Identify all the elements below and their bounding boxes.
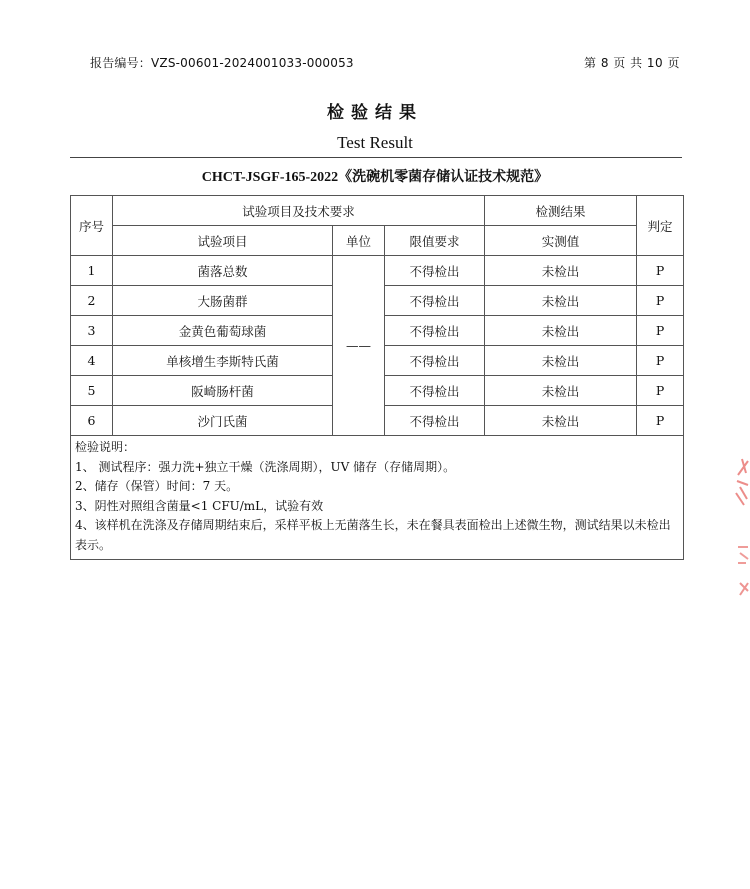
cell-measured: 未检出	[485, 256, 637, 286]
page-title-cn: 检验结果	[327, 103, 423, 123]
cell-seq: 3	[71, 316, 113, 346]
cell-item: 大肠菌群	[113, 286, 333, 316]
cell-item: 单核增生李斯特氏菌	[113, 346, 333, 376]
header-item: 试验项目	[113, 226, 333, 256]
report-number: 报告编号：VZS-00601-2024001033-000053	[90, 56, 354, 70]
cell-measured: 未检出	[485, 286, 637, 316]
cell-seq: 6	[71, 406, 113, 436]
cell-item: 沙门氏菌	[113, 406, 333, 436]
cell-verdict: P	[637, 346, 684, 376]
cell-limit: 不得检出	[385, 286, 485, 316]
cell-measured: 未检出	[485, 406, 637, 436]
cell-seq: 1	[71, 256, 113, 286]
test-notes	[71, 436, 684, 560]
header-unit: 单位	[333, 226, 385, 256]
cell-measured: 未检出	[485, 376, 637, 406]
header-results-group: 检测结果	[485, 196, 637, 226]
cell-seq: 2	[71, 286, 113, 316]
seal-stamp-fragment	[732, 455, 750, 605]
cell-limit: 不得检出	[385, 376, 485, 406]
cell-verdict: P	[637, 376, 684, 406]
cell-measured: 未检出	[485, 316, 637, 346]
header-measured: 实测值	[485, 226, 637, 256]
cell-item: 阪崎肠杆菌	[113, 376, 333, 406]
page-number: 第 8 页 共 10 页	[584, 56, 680, 70]
header-verdict: 判定	[637, 196, 684, 256]
cell-unit: ——	[333, 256, 385, 436]
notes-line: 3、阴性对照组含菌量<1 CFU/mL，试验有效	[75, 498, 324, 513]
cell-seq: 5	[71, 376, 113, 406]
notes-heading: 检验说明：	[75, 440, 136, 454]
page-title-en: Test Result	[337, 133, 413, 152]
cell-limit: 不得检出	[385, 316, 485, 346]
cell-item: 菌落总数	[113, 256, 333, 286]
cell-limit: 不得检出	[385, 256, 485, 286]
header-seq: 序号	[71, 196, 113, 256]
cell-item: 金黄色葡萄球菌	[113, 316, 333, 346]
seal-stamp-icon	[732, 455, 750, 605]
notes-line: 4、该样机在洗涤及存储周期结束后，采样平板上无菌落生长，未在餐具表面检出上述微生物，测试结果以未检出表示。	[75, 518, 671, 552]
notes-line: 1、 测试程序：强力洗+独立干燥（洗涤周期），UV 储存（存储周期）。	[75, 459, 456, 474]
cell-verdict: P	[637, 316, 684, 346]
cell-limit: 不得检出	[385, 406, 485, 436]
standard-title: CHCT-JSGF-165-2022《洗碗机零菌存储认证技术规范》	[201, 170, 549, 185]
title-divider	[70, 157, 682, 158]
cell-verdict: P	[637, 406, 684, 436]
result-table	[70, 195, 684, 560]
header-limit: 限值要求	[385, 226, 485, 256]
cell-seq: 4	[71, 346, 113, 376]
cell-verdict: P	[637, 256, 684, 286]
cell-limit: 不得检出	[385, 346, 485, 376]
table-row	[71, 256, 684, 286]
cell-measured: 未检出	[485, 346, 637, 376]
header-test-items-group: 试验项目及技术要求	[113, 196, 485, 226]
notes-line: 2、储存（保管）时间：7 天。	[75, 479, 239, 493]
cell-verdict: P	[637, 286, 684, 316]
